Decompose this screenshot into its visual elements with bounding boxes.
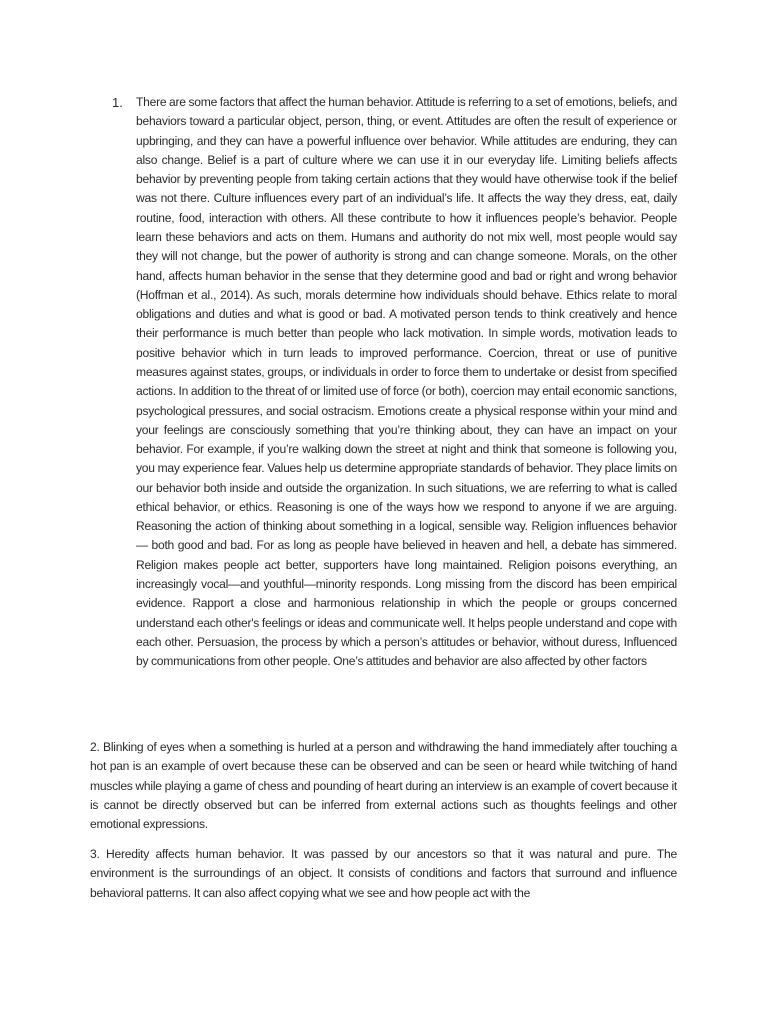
item-number: 1.: [112, 95, 123, 110]
paragraph-2: 2. Blinking of eyes when a something is hurled at a person and withdrawing the hand immediately after touching a hot pan is an example of overt because these can be observed and can be seen or heard while twitching of hand muscles while playing a game of chess and pounding of heart during an interview is an example of covert because it is cannot be directly observed but can be inferred from external actions such as thoughts feelings and other emotional expressions.: [90, 740, 677, 832]
item-1-text: There are some factors that affect the human behavior. Attitude is referring to a set of emotions, beliefs, and behaviors toward a particular object, person, thing, or event. Attitudes are often the result of experience or upbringing, and they can have a powerful influence over behavior. While attitudes are enduring, they can also change. Belief is a part of culture where we can use it in our everyday life. Limiting beliefs affects behavior by preventing people from taking certain actions that they would have otherwise took if the belief was not there. Culture influences every part of an individual’s life. It affects the way they dress, eat, daily routine, food, interaction with others. All these contribute to how it influences people’s behavior. People learn these behaviors and acts on them. Humans and authority do not mix well, most people would say they will not change, but the power of authority is strong and can change someone. Morals, on the other hand, affects human behavior in the sense that they determine good and bad or right and wrong behavior (Hoffman et al., 2014). As such, morals determine how individuals should behave. Ethics relate to moral obligations and duties and what is good or bad. A motivated person tends to think creatively and hence their performance is much better than people who lack motivation. In simple words, motivation leads to positive behavior which in turn leads to improved performance. Coercion, threat or use of punitive measures against states, groups, or individuals in order to force them to undertake or desist from specified actions. In addition to the threat of or limited use of force (or both), coercion may entail economic sanctions, psychological pressures, and social ostracism. Emotions create a physical response within your mind and your feelings are consciously something that you’re thinking about, they can have an impact on your behavior. For example, if you’re walking down the street at night and think that someone is following you, you may experience fear. Values help us determine appropriate standards of behavior. They place limits on our behavior both inside and outside the organization. In such situations, we are referring to what is called ethical behavior, or ethics. Reasoning is one of the ways how we respond to anyone if we are arguing. Reasoning the action of thinking about something in a logical, sensible way. Religion influences behavior — both good and bad. For as long as people have believed in heaven and hell, a debate has simmered. Religion makes people act better, supporters have long maintained. Religion poisons everything, an increasingly vocal—and youthful—minority responds. Long missing from the discord has been empirical evidence. Rapport a close and harmonious relationship in which the people or groups concerned understand each other's feelings or ideas and communicate well. It helps people understand and cope with each other. Persuasion, the process by which a person’s attitudes or behavior, without duress, Influenced by communications from other people. One’s attitudes and behavior are also affected by other factors: [136, 95, 677, 669]
paragraph-3: 3. Heredity affects human behavior. It was passed by our ancestors so that it was natural and pure. The environment is the surroundings of an object. It consists of conditions and factors that surround and influence behavioral patterns. It can also affect copying what we see and how people act with the: [90, 847, 677, 900]
